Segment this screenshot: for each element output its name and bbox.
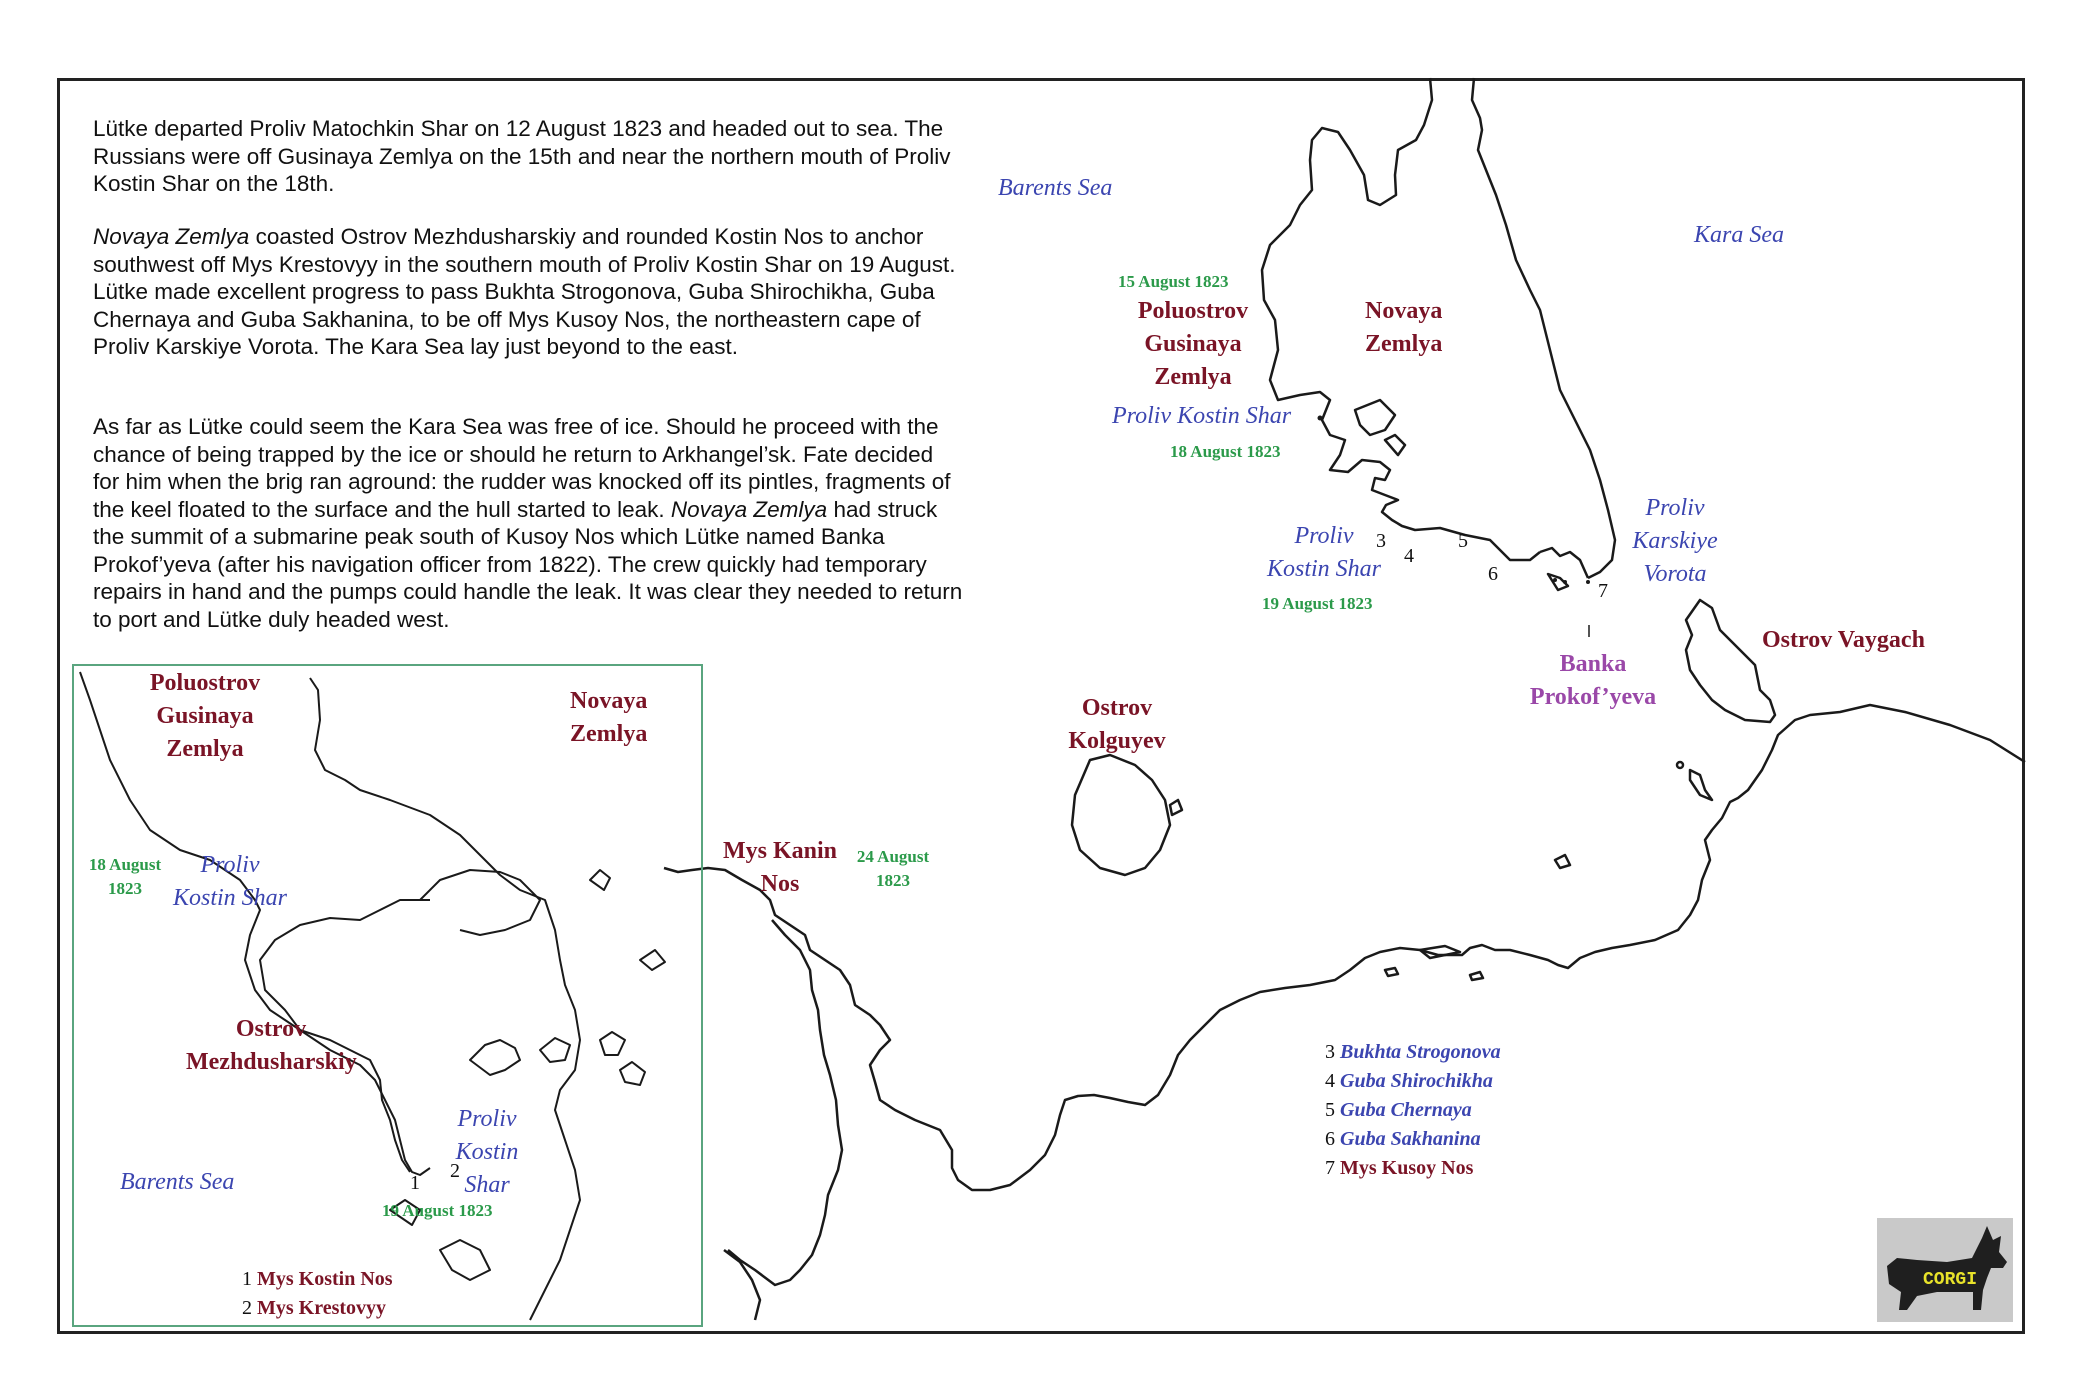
- inset-label-barents-sea: Barents Sea: [120, 1169, 235, 1195]
- inset-marker-1: 1: [410, 1172, 420, 1194]
- corgi-logo: [1877, 1218, 2013, 1322]
- label-mys-kanin-nos: Mys Kanin Nos: [722, 838, 838, 897]
- label-kostin-shar-south: Proliv Kostin Shar: [1266, 523, 1382, 582]
- label-date-19-august: 19 August 1823: [1262, 594, 1373, 613]
- inset-label-date-18-august: 18 August 1823: [88, 855, 162, 898]
- inset-legend-item: 1 Mys Kostin Nos: [242, 1268, 393, 1290]
- description-paragraph-3: As far as Lütke could seem the Kara Sea was free of ice. Should he proceed with the chance of being trapped by the ice or should he return to Arkhangel’sk. Fate decided for him when the brig ran aground: the rudder was knocked off its pintles, fragments of the keel floated to the surface and the hull started to leak. Novaya Zemlya had struck the summit of a submarine peak south of Kusoy Nos which Lütke named Banka Prokof’yeva (after his navigation officer from 1822). The crew quickly had temporary repairs in hand and the pumps could handle the leak. It was clear they needed to return to port and Lütke duly headed west.: [93, 414, 963, 632]
- label-ostrov-kolguyev: Ostrov Kolguyev: [1068, 695, 1166, 754]
- label-date-15-august: 15 August 1823: [1118, 272, 1229, 291]
- legend-item: 5 Guba Chernaya: [1325, 1099, 1472, 1121]
- novaya-zemlya-east-coast: [1472, 78, 1615, 578]
- label-date-18-august: 18 August 1823: [1170, 442, 1281, 461]
- main-legend: [1325, 1038, 1501, 1183]
- legend-item: 3 Bukhta Strogonova: [1325, 1041, 1501, 1063]
- label-kara-sea: Kara Sea: [1694, 222, 1784, 248]
- vaygach-coast: [1686, 600, 1775, 722]
- marker-3: 3: [1376, 530, 1386, 552]
- description-paragraph-1: Lütke departed Proliv Matochkin Shar on 12 August 1823 and headed out to sea. The Russians were off Gusinaya Zemlya on the 15th and near the northern mouth of Proliv Kostin Shar on the 18th.: [93, 116, 951, 196]
- legend-item: 4 Guba Shirochikha: [1325, 1070, 1493, 1092]
- legend-item: 6 Guba Sakhanina: [1325, 1128, 1481, 1150]
- label-novaya-zemlya: Novaya Zemlya: [1365, 298, 1443, 357]
- kanin-west-coast: [728, 920, 842, 1285]
- inset-label-date-19-august: 19 August 1823: [382, 1201, 493, 1220]
- corgi-icon: [1877, 1218, 2013, 1322]
- marker-4: 4: [1404, 545, 1414, 567]
- svg-text:CORGI: CORGI: [1923, 1270, 1978, 1290]
- marker-6: 6: [1488, 563, 1498, 585]
- label-ostrov-vaygach: Ostrov Vaygach: [1762, 627, 1925, 653]
- inset-label-kostin-shar-north: Proliv Kostin Shar: [172, 852, 288, 911]
- kolguyev-coast: [1072, 755, 1170, 875]
- inset-label-novaya-zemlya: Novaya Zemlya: [570, 688, 648, 747]
- legend-item: 7 Mys Kusoy Nos: [1325, 1157, 1474, 1179]
- inset-marker-2: 2: [450, 1160, 460, 1182]
- description-paragraph-2: Novaya Zemlya coasted Ostrov Mezhdusharskiy and rounded Kostin Nos to anchor southwest off Mys Krestovyy in the southern mouth of Proliv Kostin Shar on 19 August. Lütke made excellent progress to pass Bukhta Strogonova, Guba Shirochikha, Guba Chernaya and Guba Sakhanina, to be off Mys Kusoy Nos, the northeastern cape of Proliv Karskiye Vorota. The Kara Sea lay just beyond to the east.: [93, 224, 956, 359]
- marker-5: 5: [1458, 530, 1468, 552]
- inset-label-mezhdusharskiy: Ostrov Mezhdusharskiy: [186, 1016, 357, 1075]
- inset-legend-item: 2 Mys Krestovyy: [242, 1297, 387, 1319]
- label-karskiye-vorota: Proliv Karskiye Vorota: [1632, 495, 1718, 587]
- label-banka-prokofyeva: Banka Prokof’yeva: [1529, 651, 1657, 710]
- inset-label-kostin-shar-south: Proliv Kostin Shar: [455, 1106, 519, 1198]
- label-gusinaya-zemlya: Poluostrov Gusinaya Zemlya: [1137, 298, 1249, 390]
- label-kostin-shar-north: Proliv Kostin Shar: [1112, 403, 1292, 429]
- inset-legend: [242, 1265, 393, 1323]
- inset-label-gusinaya-zemlya: Poluostrov Gusinaya Zemlya: [149, 670, 261, 762]
- label-barents-sea: Barents Sea: [998, 175, 1113, 201]
- label-date-24-august: 24 August 1823: [856, 847, 930, 890]
- marker-7: 7: [1598, 580, 1608, 602]
